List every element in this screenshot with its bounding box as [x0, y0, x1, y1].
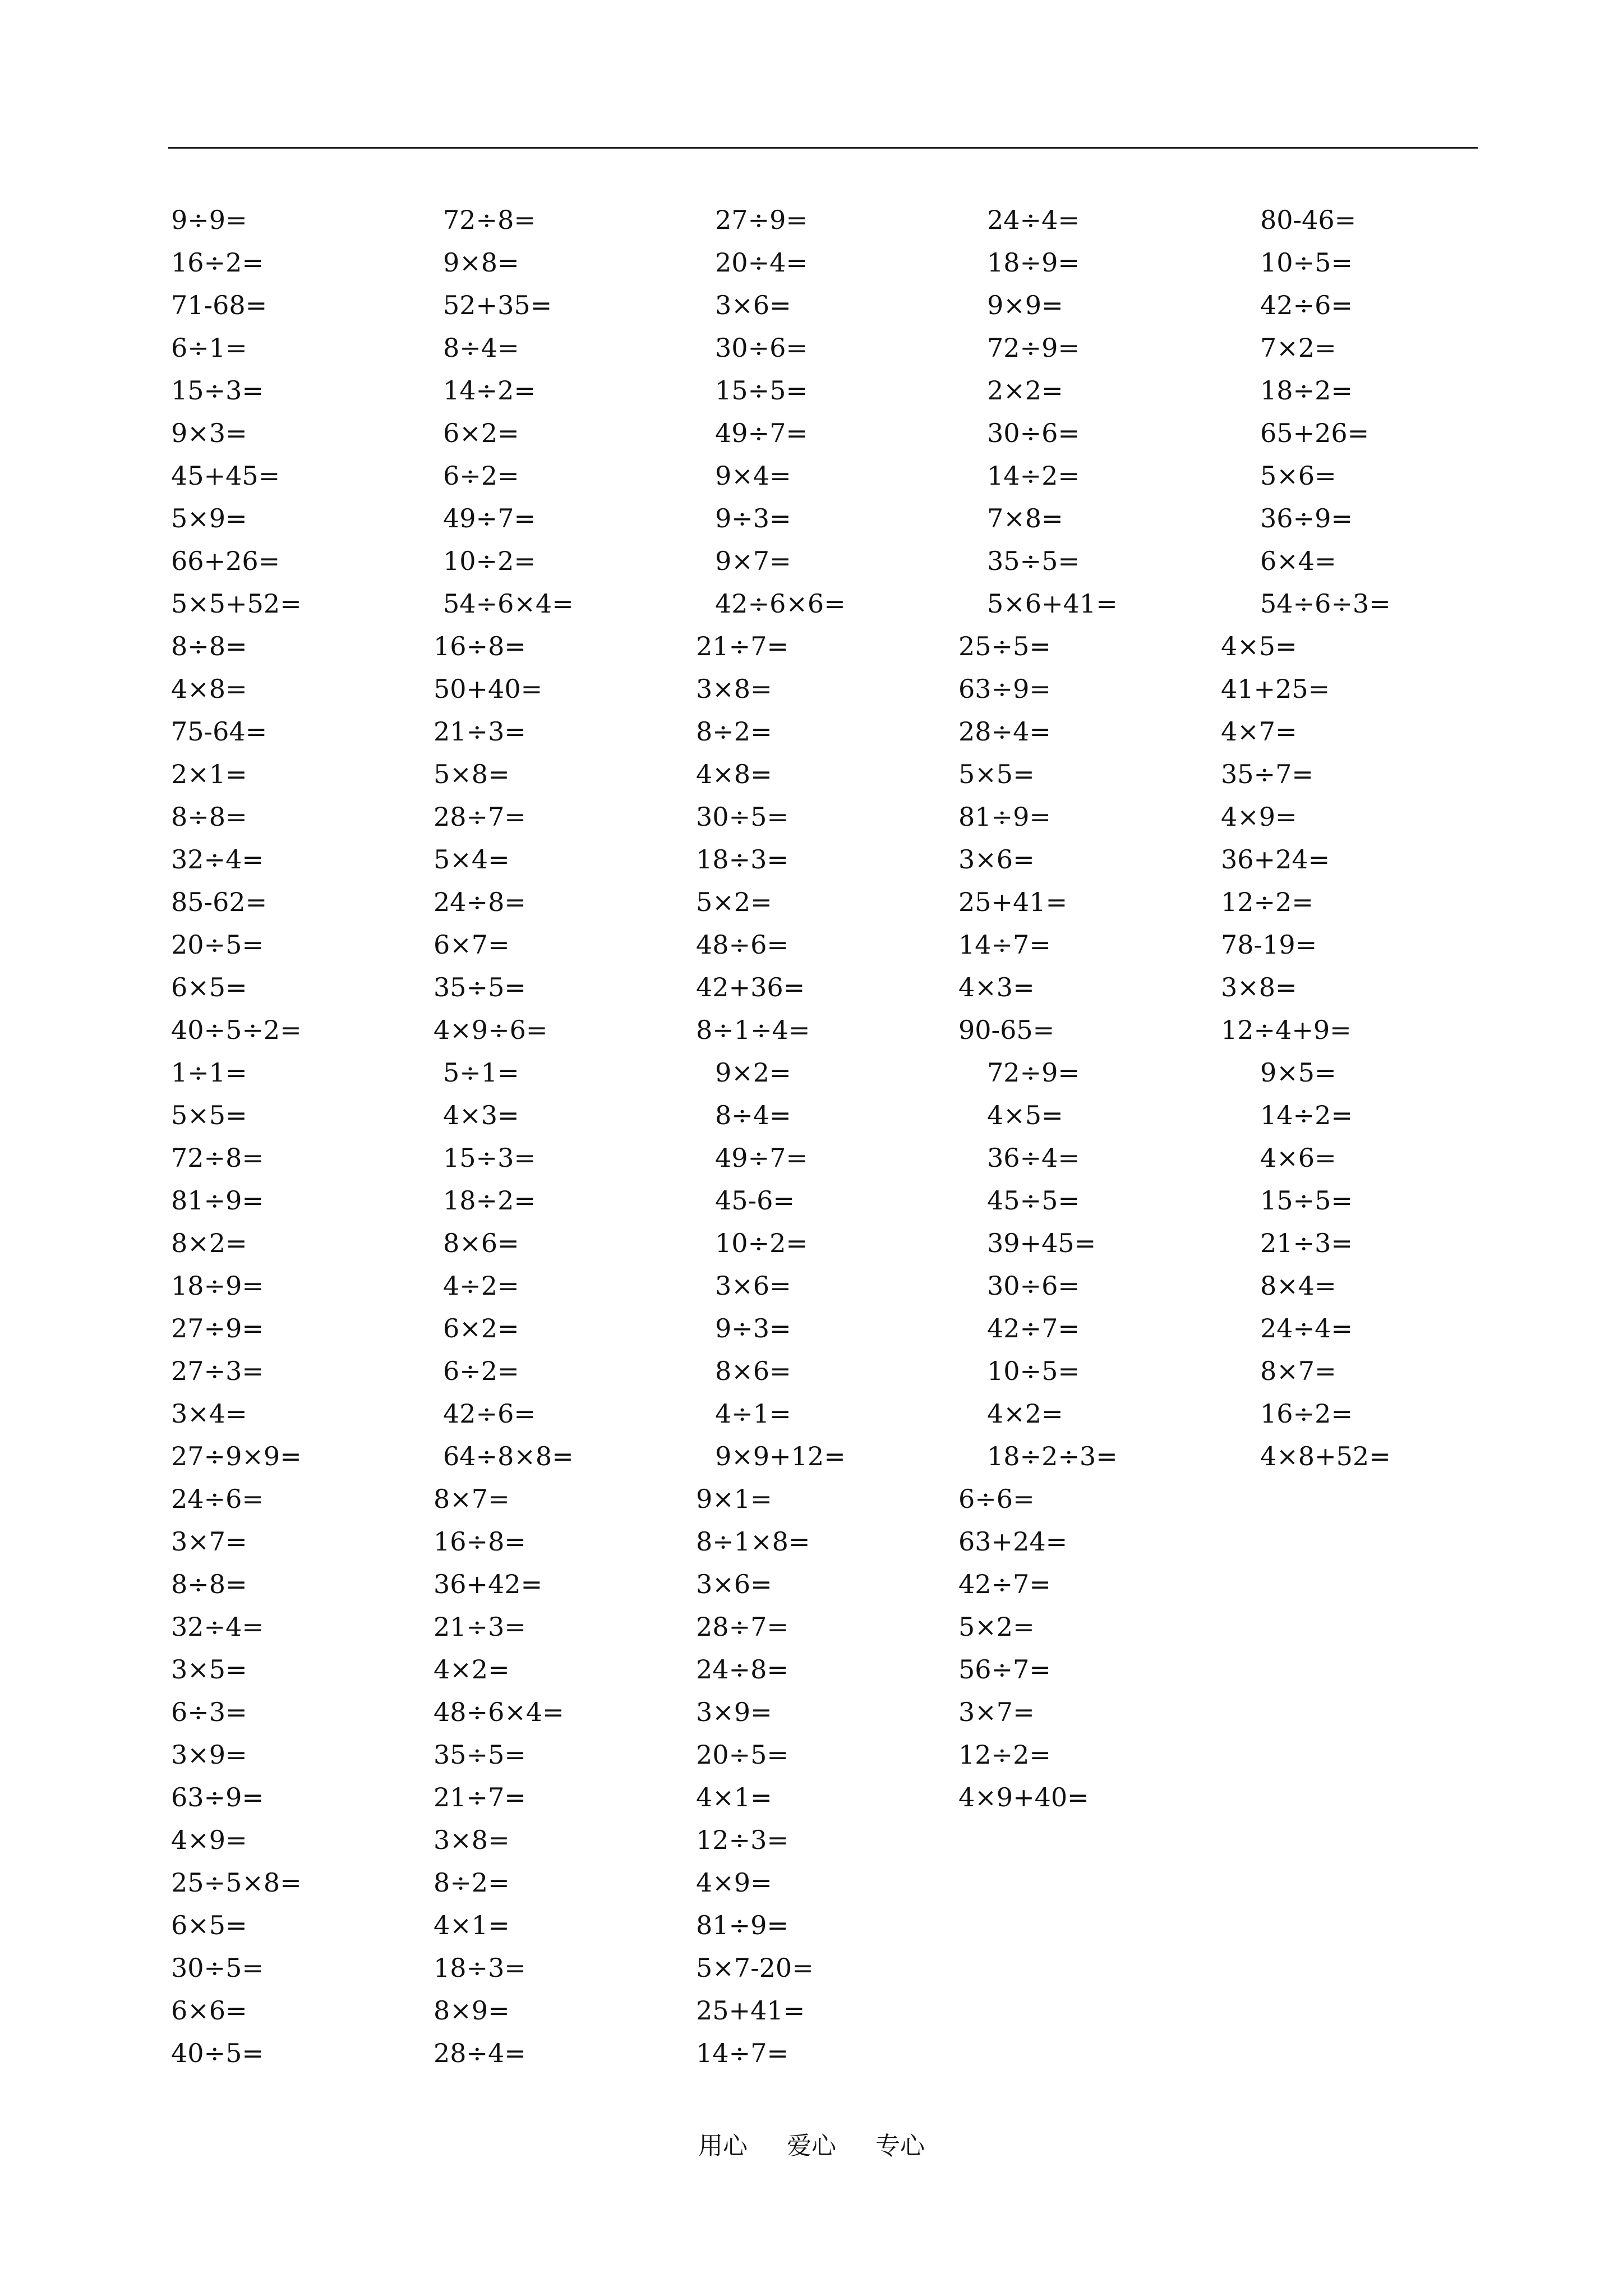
- math-problem: 24÷8=: [434, 887, 526, 917]
- math-problem: 2×1=: [171, 759, 247, 789]
- math-problem: 18÷2÷3=: [987, 1441, 1118, 1471]
- math-problem: 28÷7=: [696, 1612, 789, 1642]
- math-problem: 49÷7=: [443, 503, 536, 533]
- math-problem: 24÷4=: [987, 205, 1080, 235]
- math-problem: 16÷2=: [171, 247, 264, 278]
- problem-row: [0, 1563, 1623, 1605]
- math-problem: 3×7=: [958, 1697, 1035, 1727]
- math-problem: 8×6=: [715, 1356, 791, 1386]
- footer-word: 爱心: [787, 2132, 836, 2160]
- math-problem: 15÷3=: [171, 375, 264, 406]
- math-problem: 5×4=: [434, 844, 510, 875]
- math-problem: 4÷2=: [443, 1271, 519, 1301]
- math-problem: 45+45=: [171, 461, 280, 491]
- math-problem: 8÷4=: [715, 1100, 791, 1130]
- problem-row: [0, 1222, 1623, 1264]
- math-problem: 8×7=: [434, 1484, 510, 1514]
- math-problem: 3×6=: [715, 1271, 791, 1301]
- math-problem: 9÷3=: [715, 503, 791, 533]
- math-problem: 20÷4=: [715, 247, 808, 278]
- math-problem: 63÷9=: [958, 674, 1051, 704]
- math-problem: 41+25=: [1221, 674, 1330, 704]
- math-problem: 80-46=: [1260, 205, 1357, 235]
- problem-row: [0, 1051, 1623, 1094]
- problem-row: [0, 668, 1623, 710]
- math-problem: 3×4=: [171, 1398, 247, 1429]
- problem-row: [0, 625, 1623, 668]
- problem-row: [0, 1094, 1623, 1137]
- math-problem: 9×9=: [987, 290, 1063, 320]
- math-problem: 10÷2=: [715, 1228, 808, 1258]
- math-problem: 21÷7=: [696, 631, 789, 661]
- math-problem: 9×4=: [715, 461, 791, 491]
- math-problem: 45-6=: [715, 1185, 795, 1216]
- math-problem: 8×9=: [434, 1995, 510, 2026]
- math-problem: 30÷5=: [171, 1953, 264, 1983]
- math-problem: 8÷2=: [696, 716, 772, 747]
- math-problem: 4×2=: [987, 1398, 1063, 1429]
- math-problem: 28÷4=: [434, 2038, 526, 2068]
- math-problem: 18÷3=: [434, 1953, 526, 1983]
- problem-row: [0, 923, 1623, 966]
- math-problem: 9÷3=: [715, 1313, 791, 1343]
- math-problem: 5×2=: [958, 1612, 1035, 1642]
- math-problem: 7×2=: [1260, 333, 1336, 363]
- math-problem: 14÷7=: [696, 2038, 789, 2068]
- math-problem: 8÷8=: [171, 631, 247, 661]
- footer: [0, 2129, 1623, 2163]
- math-problem: 72÷9=: [987, 1057, 1080, 1088]
- problem-row: [0, 241, 1623, 284]
- math-problem: 4×1=: [696, 1782, 772, 1812]
- math-problem: 14÷7=: [958, 930, 1051, 960]
- math-problem: 18÷9=: [171, 1271, 264, 1301]
- math-problem: 4×5=: [1221, 631, 1297, 661]
- math-problem: 4×8=: [696, 759, 772, 789]
- math-problem: 30÷5=: [696, 802, 789, 832]
- math-problem: 8÷8=: [171, 1569, 247, 1599]
- problem-row: [0, 582, 1623, 625]
- math-problem: 49÷7=: [715, 418, 808, 448]
- math-problem: 15÷5=: [715, 375, 808, 406]
- problem-row: [0, 284, 1623, 326]
- problem-row: [0, 881, 1623, 923]
- math-problem: 71-68=: [171, 290, 268, 320]
- math-problem: 9×8=: [443, 247, 519, 278]
- math-problem: 36+42=: [434, 1569, 543, 1599]
- math-problem: 21÷3=: [434, 1612, 526, 1642]
- math-problem: 4×5=: [987, 1100, 1063, 1130]
- math-problem: 5×8=: [434, 759, 510, 789]
- math-problem: 16÷8=: [434, 631, 526, 661]
- math-problem: 85-62=: [171, 887, 268, 917]
- problem-row: [0, 1776, 1623, 1819]
- math-problem: 32÷4=: [171, 844, 264, 875]
- math-problem: 4×3=: [958, 972, 1035, 1002]
- math-problem: 9×1=: [696, 1484, 772, 1514]
- math-problem: 6×5=: [171, 1910, 247, 1940]
- problem-row: [0, 540, 1623, 582]
- math-problem: 48÷6=: [696, 930, 789, 960]
- math-problem: 30÷6=: [987, 418, 1080, 448]
- math-problem: 4×9=: [1221, 802, 1297, 832]
- problem-row: [0, 1264, 1623, 1307]
- math-problem: 42÷7=: [958, 1569, 1051, 1599]
- math-problem: 3×8=: [1221, 972, 1297, 1002]
- math-problem: 40÷5÷2=: [171, 1015, 302, 1045]
- header-rule: [168, 147, 1478, 149]
- problem-row: [0, 1989, 1623, 2032]
- math-problem: 54÷6÷3=: [1260, 588, 1391, 619]
- math-problem: 8×7=: [1260, 1356, 1336, 1386]
- problem-row: [0, 199, 1623, 241]
- math-problem: 21÷7=: [434, 1782, 526, 1812]
- math-problem: 28÷4=: [958, 716, 1051, 747]
- problem-row: [0, 753, 1623, 795]
- math-problem: 6÷1=: [171, 333, 247, 363]
- math-problem: 8÷1÷4=: [696, 1015, 810, 1045]
- math-problem: 72÷9=: [987, 333, 1080, 363]
- math-problem: 25+41=: [696, 1995, 805, 2026]
- math-problem: 5×5+52=: [171, 588, 302, 619]
- math-problem: 9×9+12=: [715, 1441, 846, 1471]
- problem-row: [0, 795, 1623, 838]
- math-problem: 16÷2=: [1260, 1398, 1353, 1429]
- math-problem: 3×9=: [696, 1697, 772, 1727]
- math-problem: 1÷1=: [171, 1057, 247, 1088]
- math-problem: 63÷9=: [171, 1782, 264, 1812]
- problem-row: [0, 412, 1623, 454]
- problem-row: [0, 1947, 1623, 1989]
- math-problem: 27÷3=: [171, 1356, 264, 1386]
- math-problem: 3×5=: [171, 1654, 247, 1685]
- problem-row: [0, 1733, 1623, 1776]
- math-problem: 48÷6×4=: [434, 1697, 564, 1727]
- math-problem: 14÷2=: [987, 461, 1080, 491]
- math-problem: 3×6=: [958, 844, 1035, 875]
- math-problem: 6÷3=: [171, 1697, 247, 1727]
- math-problem: 28÷7=: [434, 802, 526, 832]
- math-problem: 52+35=: [443, 290, 552, 320]
- math-problem: 18÷2=: [443, 1185, 536, 1216]
- math-problem: 4×2=: [434, 1654, 510, 1685]
- math-problem: 50+40=: [434, 674, 543, 704]
- math-problem: 3×6=: [696, 1569, 772, 1599]
- problem-row: [0, 1520, 1623, 1563]
- math-problem: 9÷9=: [171, 205, 247, 235]
- math-problem: 27÷9=: [171, 1313, 264, 1343]
- math-problem: 6÷2=: [443, 1356, 519, 1386]
- math-problem: 36÷9=: [1260, 503, 1353, 533]
- problem-row: [0, 1819, 1623, 1861]
- math-problem: 36+24=: [1221, 844, 1330, 875]
- math-problem: 6÷6=: [958, 1484, 1035, 1514]
- math-problem: 4×1=: [434, 1910, 510, 1940]
- math-problem: 42÷6=: [1260, 290, 1353, 320]
- math-problem: 12÷2=: [958, 1740, 1051, 1770]
- math-problem: 24÷6=: [171, 1484, 264, 1514]
- math-problem: 30÷6=: [987, 1271, 1080, 1301]
- math-problem: 5×9=: [171, 503, 247, 533]
- problem-row: [0, 369, 1623, 412]
- math-problem: 10÷5=: [1260, 247, 1353, 278]
- math-problem: 4×9=: [696, 1867, 772, 1898]
- math-problem: 24÷8=: [696, 1654, 789, 1685]
- math-problem: 40÷5=: [171, 2038, 264, 2068]
- math-problem: 4×8+52=: [1260, 1441, 1391, 1471]
- math-problem: 65+26=: [1260, 418, 1370, 448]
- problem-row: [0, 1435, 1623, 1478]
- math-problem: 36÷4=: [987, 1143, 1080, 1173]
- math-problem: 3×9=: [171, 1740, 247, 1770]
- math-problem: 8÷1×8=: [696, 1526, 810, 1557]
- problem-row: [0, 1137, 1623, 1179]
- math-problem: 8÷2=: [434, 1867, 510, 1898]
- math-problem: 72÷8=: [171, 1143, 264, 1173]
- math-problem: 10÷5=: [987, 1356, 1080, 1386]
- math-problem: 6×5=: [171, 972, 247, 1002]
- math-problem: 15÷3=: [443, 1143, 536, 1173]
- math-problem: 6÷2=: [443, 461, 519, 491]
- math-problem: 4÷1=: [715, 1398, 791, 1429]
- math-problem: 90-65=: [958, 1015, 1055, 1045]
- problem-row: [0, 966, 1623, 1009]
- math-problem: 9×2=: [715, 1057, 791, 1088]
- math-problem: 10÷2=: [443, 546, 536, 576]
- math-problem: 49÷7=: [715, 1143, 808, 1173]
- math-problem: 6×2=: [443, 418, 519, 448]
- math-problem: 20÷5=: [171, 930, 264, 960]
- math-problem: 18÷2=: [1260, 375, 1353, 406]
- math-problem: 27÷9=: [715, 205, 808, 235]
- problem-row: [0, 1307, 1623, 1350]
- math-problem: 81÷9=: [696, 1910, 789, 1940]
- math-problem: 8×2=: [171, 1228, 247, 1258]
- math-problem: 3×6=: [715, 290, 791, 320]
- math-problem: 25+41=: [958, 887, 1068, 917]
- math-problem: 66+26=: [171, 546, 280, 576]
- math-problem: 4×3=: [443, 1100, 519, 1130]
- math-problem: 3×7=: [171, 1526, 247, 1557]
- problem-block-1: [0, 199, 1623, 625]
- math-problem: 21÷3=: [1260, 1228, 1353, 1258]
- footer-word: 用心: [698, 2132, 748, 2160]
- math-problem: 4×6=: [1260, 1143, 1336, 1173]
- math-problem: 3×8=: [434, 1825, 510, 1855]
- math-problem: 35÷5=: [987, 546, 1080, 576]
- problem-row: [0, 497, 1623, 540]
- math-problem: 35÷5=: [434, 972, 526, 1002]
- problem-row: [0, 1904, 1623, 1947]
- math-problem: 12÷3=: [696, 1825, 789, 1855]
- problem-block-4: [0, 1478, 1623, 2074]
- problem-row: [0, 1648, 1623, 1691]
- problem-row: [0, 1478, 1623, 1520]
- math-problem: 64÷8×8=: [443, 1441, 574, 1471]
- math-problem: 5×6+41=: [987, 588, 1118, 619]
- math-problem: 5×7-20=: [696, 1953, 814, 1983]
- problem-row: [0, 1605, 1623, 1648]
- math-problem: 42÷6=: [443, 1398, 536, 1429]
- math-problem: 14÷2=: [443, 375, 536, 406]
- problem-row: [0, 838, 1623, 881]
- math-problem: 35÷5=: [434, 1740, 526, 1770]
- math-problem: 16÷8=: [434, 1526, 526, 1557]
- math-problem: 8÷4=: [443, 333, 519, 363]
- math-problem: 30÷6=: [715, 333, 808, 363]
- problem-row: [0, 710, 1623, 753]
- math-problem: 42+36=: [696, 972, 805, 1002]
- math-problem: 7×8=: [987, 503, 1063, 533]
- problem-row: [0, 1179, 1623, 1222]
- math-problem: 25÷5×8=: [171, 1867, 302, 1898]
- math-problem: 4×9÷6=: [434, 1015, 548, 1045]
- math-problem: 4×8=: [171, 674, 247, 704]
- math-problem: 42÷6×6=: [715, 588, 846, 619]
- math-problem: 4×9+40=: [958, 1782, 1089, 1812]
- math-problem: 6×6=: [171, 1995, 247, 2026]
- math-problem: 6×2=: [443, 1313, 519, 1343]
- math-problem: 78-19=: [1221, 930, 1317, 960]
- math-problem: 81÷9=: [958, 802, 1051, 832]
- math-problem: 6×7=: [434, 930, 510, 960]
- math-problem: 5×5=: [171, 1100, 247, 1130]
- math-problem: 56÷7=: [958, 1654, 1051, 1685]
- math-problem: 6×4=: [1260, 546, 1336, 576]
- math-problem: 5÷1=: [443, 1057, 519, 1088]
- math-problem: 35÷7=: [1221, 759, 1313, 789]
- math-problem: 21÷3=: [434, 716, 526, 747]
- math-problem: 8÷8=: [171, 802, 247, 832]
- math-problem: 8×6=: [443, 1228, 519, 1258]
- problem-row: [0, 454, 1623, 497]
- problem-block-2: [0, 625, 1623, 1051]
- math-problem: 3×8=: [696, 674, 772, 704]
- math-problem: 32÷4=: [171, 1612, 264, 1642]
- problem-row: [0, 326, 1623, 369]
- math-problem: 5×5=: [958, 759, 1035, 789]
- math-problem: 54÷6×4=: [443, 588, 574, 619]
- math-problem: 39+45=: [987, 1228, 1096, 1258]
- math-problem: 18÷3=: [696, 844, 789, 875]
- math-problem: 18÷9=: [987, 247, 1080, 278]
- math-problem: 81÷9=: [171, 1185, 264, 1216]
- math-problem: 75-64=: [171, 716, 268, 747]
- math-problem: 4×9=: [171, 1825, 247, 1855]
- problem-row: [0, 2032, 1623, 2074]
- math-problem: 12÷4+9=: [1221, 1015, 1352, 1045]
- math-problem: 5×6=: [1260, 461, 1336, 491]
- math-problem: 4×7=: [1221, 716, 1297, 747]
- problem-row: [0, 1009, 1623, 1051]
- math-problem: 42÷7=: [987, 1313, 1080, 1343]
- math-problem: 12÷2=: [1221, 887, 1313, 917]
- math-problem: 9×3=: [171, 418, 247, 448]
- math-problem: 25÷5=: [958, 631, 1051, 661]
- math-problem: 63+24=: [958, 1526, 1068, 1557]
- problem-row: [0, 1861, 1623, 1904]
- math-problem: 9×7=: [715, 546, 791, 576]
- math-problem: 9×5=: [1260, 1057, 1336, 1088]
- problem-row: [0, 1691, 1623, 1733]
- math-problem: 8×4=: [1260, 1271, 1336, 1301]
- math-problem: 27÷9×9=: [171, 1441, 302, 1471]
- math-problem: 45÷5=: [987, 1185, 1080, 1216]
- math-problem: 5×2=: [696, 887, 772, 917]
- problem-block-3: [0, 1051, 1623, 1478]
- math-problem: 20÷5=: [696, 1740, 789, 1770]
- problem-row: [0, 1350, 1623, 1392]
- footer-word: 专心: [875, 2132, 925, 2160]
- math-problem: 24÷4=: [1260, 1313, 1353, 1343]
- problem-row: [0, 1392, 1623, 1435]
- math-problem: 14÷2=: [1260, 1100, 1353, 1130]
- math-problem: 15÷5=: [1260, 1185, 1353, 1216]
- math-problem: 2×2=: [987, 375, 1063, 406]
- math-problem: 72÷8=: [443, 205, 536, 235]
